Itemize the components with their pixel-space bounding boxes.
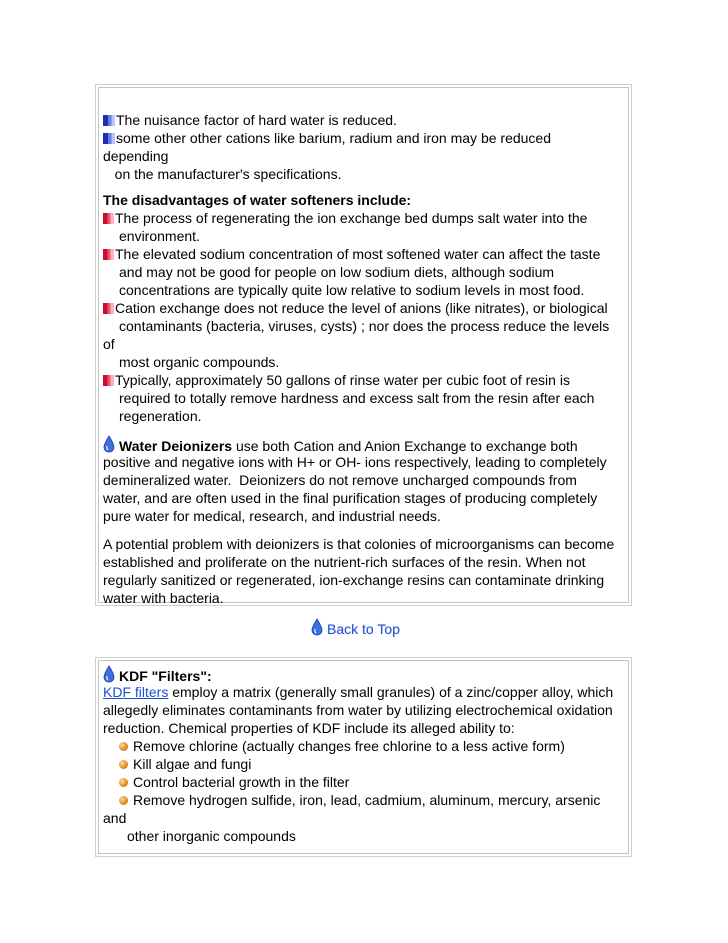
list-item-continuation: on the manufacturer's specifications. xyxy=(103,166,342,182)
list-item-continuation: and xyxy=(103,810,127,826)
water-drop-icon xyxy=(103,435,115,453)
list-item-continuation: of xyxy=(103,336,115,352)
back-to-top-label[interactable]: Back to Top xyxy=(327,621,400,637)
paragraph-line: established and proliferate on the nutrient-rich surfaces of the resin. When not xyxy=(103,554,586,570)
paragraph-line: allegedly eliminates contaminants from water by utilizing electrochemical oxidation xyxy=(103,702,613,718)
list-item: Typically, approximately 50 gallons of rinse water per cubic foot of resin is xyxy=(103,371,633,389)
list-item: Cation exchange does not reduce the level of anions (like nitrates), or biological xyxy=(103,299,633,317)
kdf-title-line xyxy=(103,665,633,683)
list-item-continuation: required to totally remove hardness and excess salt from the resin after each xyxy=(119,390,595,406)
water-drop-icon xyxy=(311,618,323,636)
list-item-continuation: environment. xyxy=(119,228,200,244)
list-item: Kill algae and fungi xyxy=(103,755,633,773)
orange-ball-bullet-icon xyxy=(119,796,128,805)
red-square-bullet-icon xyxy=(103,213,114,224)
list-item: Remove chlorine (actually changes free chlorine to a less active form) xyxy=(103,737,633,755)
orange-ball-bullet-icon xyxy=(119,760,128,769)
list-item: The elevated sodium concentration of most softened water can affect the taste xyxy=(103,245,633,263)
paragraph-line: positive and negative ions with H+ or OH- ions respectively, leading to completely xyxy=(103,454,607,470)
back-to-top-link[interactable] xyxy=(311,618,400,637)
list-item-continuation: depending xyxy=(103,148,169,164)
paragraph-line: water, and are often used in the final purification stages of producing completely xyxy=(103,490,598,506)
orange-ball-bullet-icon xyxy=(119,742,128,751)
list-item-continuation: contaminants (bacteria, viruses, cysts) ; nor does the process reduce the levels xyxy=(119,318,610,334)
red-square-bullet-icon xyxy=(103,375,114,386)
list-item-continuation: and may not be good for people on low sodium diets, although sodium xyxy=(119,264,555,280)
list-item-continuation: regeneration. xyxy=(119,408,202,424)
list-item: some other other cations like barium, radium and iron may be reduced xyxy=(103,129,633,147)
disadvantages-heading: The disadvantages of water softeners include: xyxy=(103,192,412,208)
deionizers-paragraph-first-line: Water Deionizers use both Cation and Anion Exchange to exchange both xyxy=(103,435,633,453)
kdf-title: KDF "Filters": xyxy=(119,668,212,684)
paragraph-line: regularly sanitized or regenerated, ion-exchange resins can contaminate drinking xyxy=(103,572,605,588)
list-item: The process of regenerating the ion exchange bed dumps salt water into the xyxy=(103,209,633,227)
orange-ball-bullet-icon xyxy=(119,778,128,787)
list-item-continuation: most organic compounds. xyxy=(119,354,280,370)
paragraph-line: pure water for medical, research, and industrial needs. xyxy=(103,508,441,524)
paragraph-line: water with bacteria. xyxy=(103,590,224,606)
red-square-bullet-icon xyxy=(103,303,114,314)
paragraph-line: reduction. Chemical properties of KDF include its alleged ability to: xyxy=(103,720,515,736)
paragraph-line: demineralized water. Deionizers do not remove uncharged compounds from xyxy=(103,472,577,488)
softener-section-content xyxy=(103,111,633,607)
list-item: Control bacterial growth in the filter xyxy=(103,773,633,791)
paragraph-line: A potential problem with deionizers is that colonies of microorganisms can become xyxy=(103,536,615,552)
kdf-section-content xyxy=(103,665,633,845)
list-item-continuation: other inorganic compounds xyxy=(127,828,296,844)
blue-square-bullet-icon xyxy=(103,133,115,144)
kdf-filters-link[interactable]: KDF filters xyxy=(103,684,169,700)
deionizers-title: Water Deionizers xyxy=(119,438,233,454)
red-square-bullet-icon xyxy=(103,249,114,260)
list-item: Remove hydrogen sulfide, iron, lead, cadmium, aluminum, mercury, arsenic xyxy=(103,791,633,809)
list-item: The nuisance factor of hard water is reduced. xyxy=(103,111,633,129)
blue-square-bullet-icon xyxy=(103,115,115,126)
kdf-paragraph-first-line: KDF filters employ a matrix (generally small granules) of a zinc/copper alloy, which xyxy=(103,684,614,700)
water-drop-icon xyxy=(103,665,115,683)
list-item-continuation: concentrations are typically quite low relative to sodium levels in most food. xyxy=(119,282,585,298)
